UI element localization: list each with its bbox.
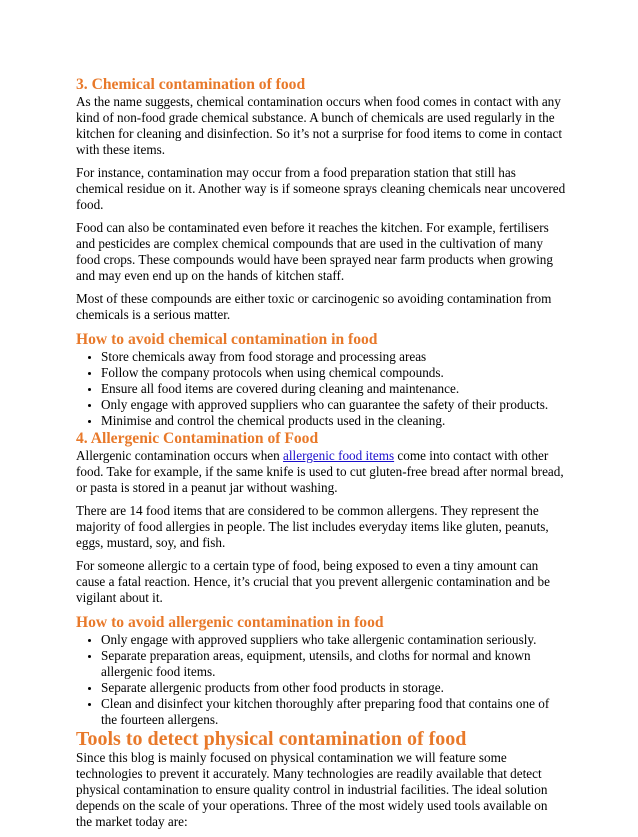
paragraph-text: Allergenic contamination occurs when bbox=[76, 448, 284, 463]
document-body bbox=[76, 75, 566, 837]
bullet-list-chemical bbox=[76, 349, 566, 429]
section-heading-chemical: 3. Chemical contamination of food bbox=[76, 76, 306, 93]
list-item: • Minimise and control the chemical products used in the cleaning. bbox=[101, 413, 566, 429]
paragraph: There are 14 food items that are considered to be common allergens. They represent the majority of food allergies in people. The list includes everyday items like gluten, peanuts, eggs, mustard, soy, and fish. bbox=[76, 503, 549, 550]
list-item: • Separate allergenic products from other food products in storage. bbox=[101, 680, 566, 696]
paragraph: Since this blog is mainly focused on physical contamination we will feature some technologies to prevent it accurately. Many technologies are readily available that detect physical contamination to ensure quality control in industrial facilities. The ideal solution depends on the scale of your operations. Three of the most widely used tools available on the market today are: bbox=[76, 750, 548, 829]
section-heading-allergenic: 4. Allergenic Contamination of Food bbox=[76, 430, 319, 447]
paragraph: Food can also be contaminated even before it reaches the kitchen. For example, fertilisers and pesticides are complex chemical compounds that are used in the cultivation of many food crops. These compounds would have been sprayed near farm products when growing and may even end up on the hands of kitchen staff. bbox=[76, 220, 553, 283]
paragraph-text: come into contact with other food. Take for example, if the same knife is used to cut gluten-free bread after normal bread, or pasta is stored in a peanut jar without washing. bbox=[76, 448, 564, 495]
list-item: • Separate preparation areas, equipment, utensils, and cloths for normal and known allergenic food items. bbox=[101, 648, 566, 680]
list-item: • Store chemicals away from food storage and processing areas bbox=[101, 349, 566, 365]
list-item: • Only engage with approved suppliers who can guarantee the safety of their products. bbox=[101, 397, 566, 413]
section-heading-tools: Tools to detect physical contamination of food bbox=[76, 728, 467, 750]
list-item: • Clean and disinfect your kitchen thoroughly after preparing food that contains one of the fourteen allergens. bbox=[101, 696, 566, 728]
paragraph: As the name suggests, chemical contamination occurs when food comes in contact with any kind of non-food grade chemical substance. A bunch of chemicals are used regularly in the kitchen for cleaning and disinfection. So it’s not a surprise for food items to come in contact with these items. bbox=[76, 94, 562, 157]
list-item: • Ensure all food items are covered during cleaning and maintenance. bbox=[101, 381, 566, 397]
allergenic-food-items-link[interactable]: allergenic food items bbox=[283, 448, 395, 463]
paragraph: For someone allergic to a certain type of food, being exposed to even a tiny amount can cause a fatal reaction. Hence, it’s crucial that you prevent allergenic contamination and be vigilant about it. bbox=[76, 558, 550, 605]
paragraph: For instance, contamination may occur from a food preparation station that still has chemical residue on it. Another way is if someone sprays cleaning chemicals near uncovered food. bbox=[76, 165, 566, 212]
subheading-avoid-allergenic: How to avoid allergenic contamination in food bbox=[76, 614, 384, 631]
paragraph: Most of these compounds are either toxic or carcinogenic so avoiding contamination from chemicals is a serious matter. bbox=[76, 291, 552, 322]
bullet-list-allergenic bbox=[76, 632, 566, 728]
subheading-avoid-chemical: How to avoid chemical contamination in food bbox=[76, 331, 378, 348]
paragraph bbox=[76, 448, 566, 496]
list-item: • Only engage with approved suppliers who take allergenic contamination seriously. bbox=[101, 632, 566, 648]
list-item: • Follow the company protocols when using chemical compounds. bbox=[101, 365, 566, 381]
